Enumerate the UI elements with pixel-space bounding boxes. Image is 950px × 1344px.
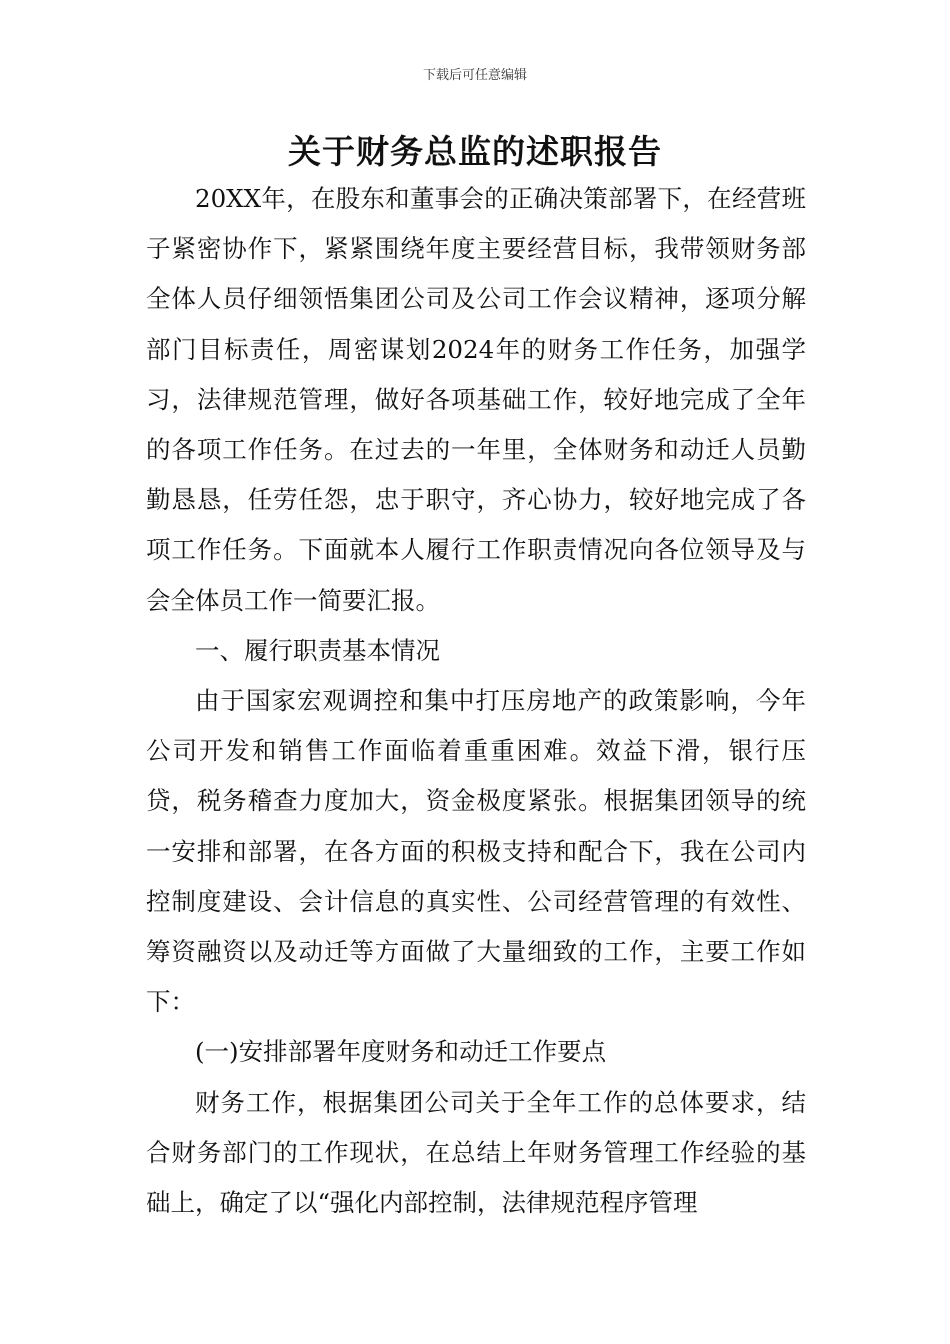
paragraph-subsection-1: 财务工作，根据集团公司关于全年工作的总体要求，结合财务部门的工作现状，在总结上年财务管理工作经验的基础上，确定了以“强化内部控制，法律规范程序管理 (146, 1087, 806, 1218)
document-body (146, 174, 806, 1228)
paragraph-section-1: 由于国家宏观调控和集中打压房地产的政策影响，今年公司开发和销售工作面临着重重困难。效益下滑，银行压贷，税务稽查力度加大，资金极度紧张。根据集团领导的统一安排和部署，在各方面的积极支持和配合下，我在公司内控制度建设、会计信息的真实性、公司经营管理的有效性、筹资融资以及动迁等方面做了大量细致的工作，主要工作如下： (146, 686, 806, 1017)
section-heading-1: 一、履行职责基本情况 (195, 635, 440, 665)
subsection-heading-1: (一)安排部署年度财务和动迁工作要点 (195, 1037, 607, 1067)
document-title: 关于财务总监的述职报告 (288, 132, 662, 171)
header-note: 下载后可任意编辑 (422, 68, 527, 83)
paragraph-intro: 20XX年，在股东和董事会的正确决策部署下，在经营班子紧密协作下，紧紧围绕年度主要经营目标，我带领财务部全体人员仔细领悟集团公司及公司工作会议精神，逐项分解部门目标责任，周密谋划2024年的财务工作任务，加强学习，法律规范管理，做好各项基础工作，较好地完成了全年的各项工作任务。在过去的一年里，全体财务和动迁人员勤勤恳恳，任劳任怨，忠于职守，齐心协力，较好地完成了各项工作任务。下面就本人履行工作职责情况向各位领导及与会全体员工作一简要汇报。 (146, 184, 806, 615)
